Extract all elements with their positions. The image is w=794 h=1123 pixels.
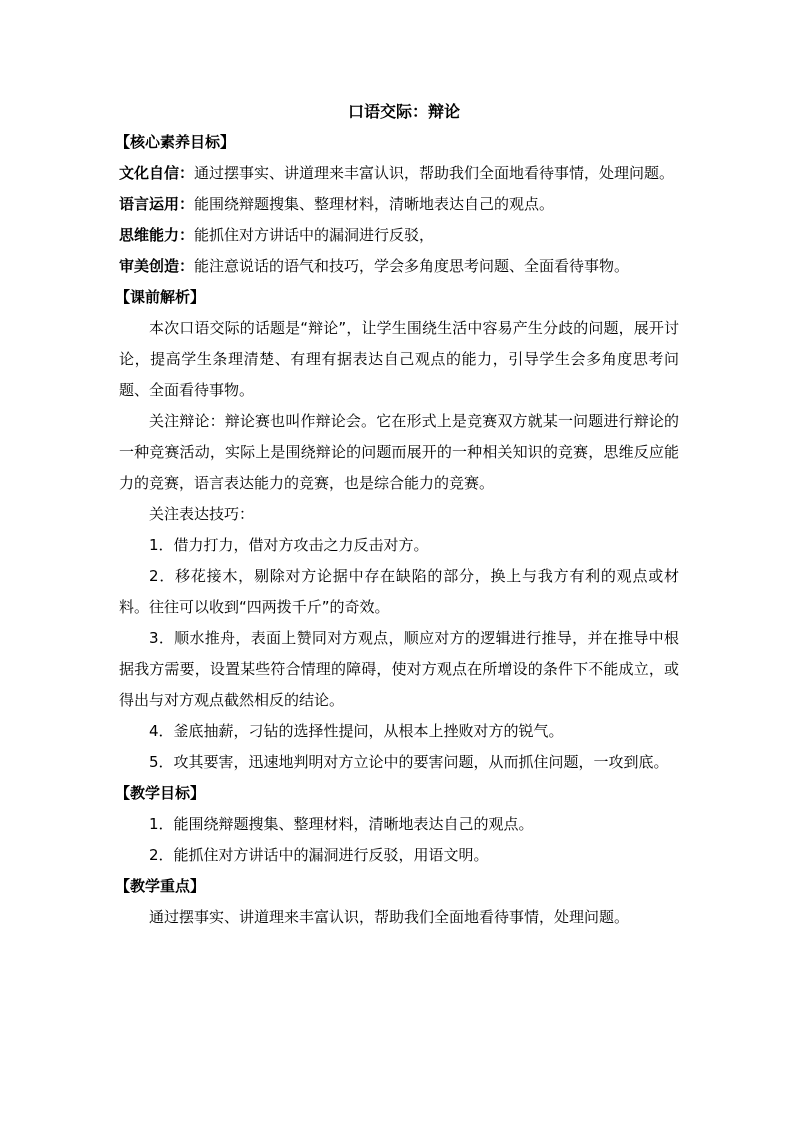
pre-class-paragraph: 本次口语交际的话题是“辩论”，让学生围绕生活中容易产生分歧的问题，展开讨论，提高学生条理清楚、有理有据表达自己观点的能力，引导学生会多角度思考问题、全面看待事物。	[119, 319, 679, 399]
goal-text: 能抓住对方讲话中的漏洞进行反驳，	[194, 226, 435, 244]
goal-text: 能注意说话的语气和技巧，学会多角度思考问题、全面看待事物。	[194, 257, 630, 275]
goal-label: 思维能力：	[119, 226, 195, 244]
goal-text: 通过摆事实、讲道理来丰富认识，帮助我们全面地看待事情，处理问题。	[194, 164, 675, 182]
goal-text: 能围绕辩题搜集、整理材料，清晰地表达自己的观点。	[194, 195, 555, 213]
document-page	[115, 96, 679, 933]
pre-class-paragraph: 1．借力打力，借对方攻击之力反击对方。	[149, 536, 429, 554]
pre-class-paragraph: 4．釜底抽薪，刁钻的选择性提问，从根本上挫败对方的锐气。	[149, 722, 564, 740]
document-title: 口语交际：辩论	[347, 102, 460, 121]
teaching-focus-heading: 【教学重点】	[115, 877, 206, 895]
goal-label: 文化自信：	[119, 164, 195, 182]
core-goal-item	[119, 158, 679, 189]
goal-label: 审美创造：	[119, 257, 195, 275]
pre-class-paragraph: 2．移花接木，剔除对方论据中存在缺陷的部分，换上与我方有利的观点或材料。往往可以收到“四两拨千斤”的奇效。	[119, 567, 679, 616]
pre-class-paragraph: 3．顺水推舟，表面上赞同对方观点，顺应对方的逻辑进行推导，并在推导中根据我方需要，设置某些符合情理的障碍，使对方观点在所增设的条件下不能成立，或得出与对方观点截然相反的结论。	[119, 629, 679, 709]
pre-class-paragraph: 5．攻其要害，迅速地判明对方立论中的要害问题，从而抓住问题，一攻到底。	[149, 753, 669, 771]
pre-class-heading: 【课前解析】	[115, 288, 206, 306]
pre-class-paragraph: 关注辩论：辩论赛也叫作辩论会。它在形式上是竞赛双方就某一问题进行辩论的一种竞赛活动，实际上是围绕辩论的问题而展开的一种相关知识的竞赛，思维反应能力的竞赛，语言表达能力的竞赛，也是综合能力的竞赛。	[119, 412, 679, 492]
teaching-focus-text: 通过摆事实、讲道理来丰富认识，帮助我们全面地看待事情，处理问题。	[149, 908, 630, 926]
teaching-goal-item: 2．能抓住对方讲话中的漏洞进行反驳，用语文明。	[149, 846, 489, 864]
teaching-goals-heading: 【教学目标】	[115, 784, 206, 802]
core-goals-heading: 【核心素养目标】	[115, 133, 236, 151]
goal-label: 语言运用：	[119, 195, 195, 213]
core-goal-item	[119, 189, 679, 220]
core-goal-item	[119, 220, 679, 251]
core-goal-item	[119, 251, 679, 282]
pre-class-paragraph: 关注表达技巧：	[149, 505, 255, 523]
teaching-goal-item: 1．能围绕辩题搜集、整理材料，清晰地表达自己的观点。	[149, 815, 534, 833]
